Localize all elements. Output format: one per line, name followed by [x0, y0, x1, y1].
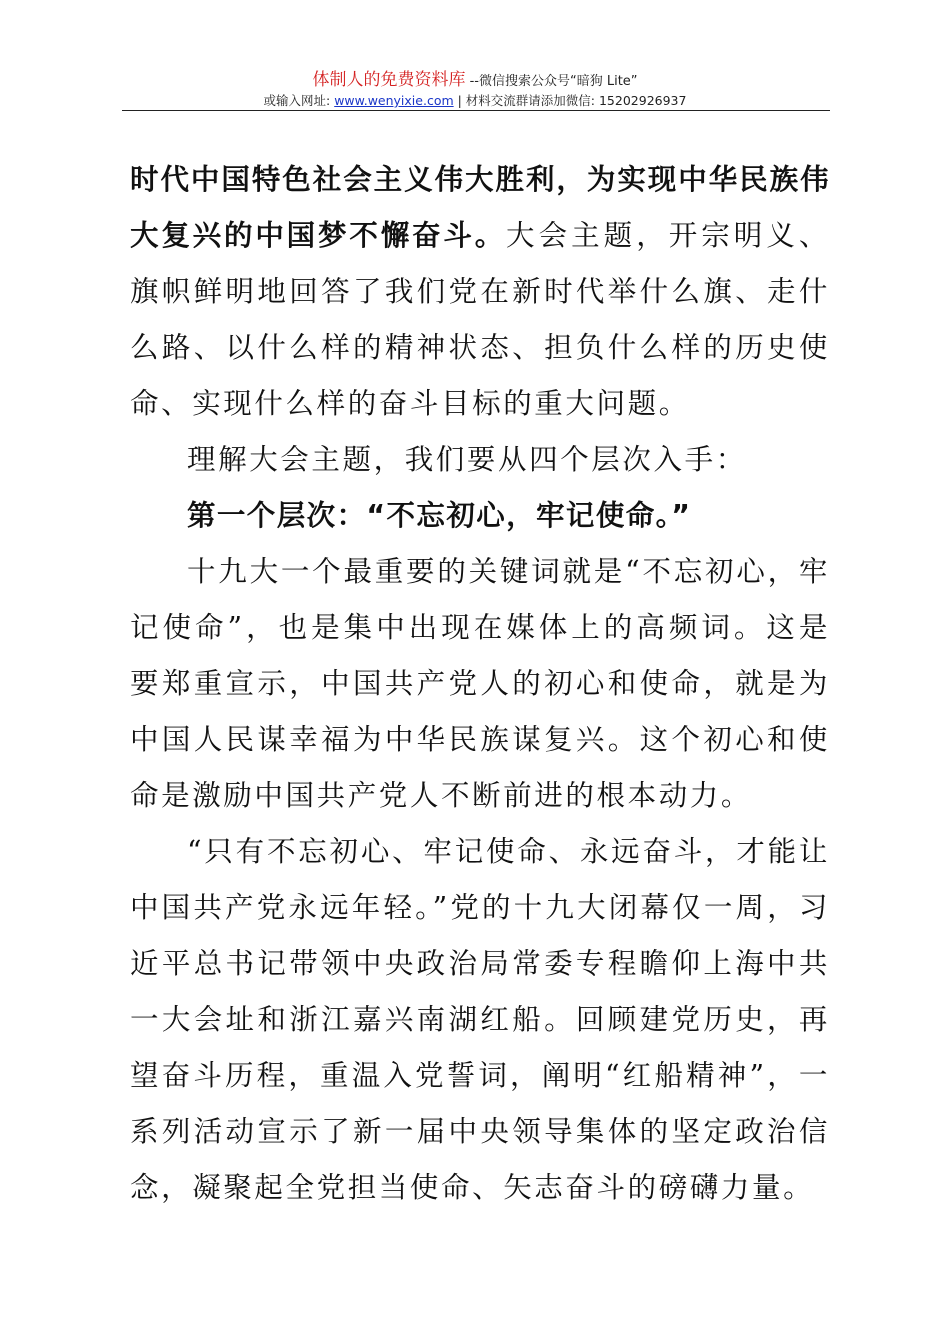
- paragraph-intro: 理解大会主题，我们要从四个层次入手：: [187, 443, 747, 476]
- document-body: [130, 152, 830, 1216]
- paragraph-keyword: 十九大一个最重要的关键词就是“不忘初心，牢记使命”，也是集中出现在媒体上的高频词。这是要郑重宣示，中国共产党人的初心和使命，就是为中国人民谋幸福为中华民族谋复兴。这个初心和使命是激励中国共产党人不断前进的根本动力。: [130, 555, 830, 812]
- header-contact-line: [0, 92, 950, 110]
- page-header: [0, 70, 950, 110]
- paragraph-theme: [130, 152, 830, 432]
- header-wechat-note: --微信搜索公众号“暗狗 Lite”: [465, 74, 638, 89]
- header-url-prefix: 或输入网址:: [263, 93, 335, 108]
- header-website-link[interactable]: www.wenyixie.com: [334, 93, 454, 108]
- header-contact-info: | 材料交流群请添加微信: 15202926937: [453, 93, 687, 108]
- paragraph-red-boat: “只有不忘初心、牢记使命、永远奋斗，才能让中国共产党永远年轻。”党的十九大闭幕仅一周，习近平总书记带领中央政治局常委专程瞻仰上海中共一大会址和浙江嘉兴南湖红船。回顾建党历史，再望奋斗历程，重温入党誓词，阐明“红船精神”，一系列活动宣示了新一届中央领导集体的坚定政治信念，凝聚起全党担当使命、矢志奋斗的磅礴力量。: [130, 835, 830, 1204]
- header-brand: 体制人的免费资料库: [312, 70, 466, 90]
- header-title-line: [0, 70, 950, 92]
- section-heading-first-level: 第一个层次：“不忘初心，牢记使命。”: [187, 499, 692, 532]
- header-divider: [122, 110, 830, 111]
- paragraph-theme-rest: 大会主题，开宗明义、旗帜鲜明地回答了我们党在新时代举什么旗、走什么路、以什么样的精神状态、担负什么样的历史使命、实现什么样的奋斗目标的重大问题。: [130, 219, 830, 420]
- paragraph-theme-bold: 时代中国特色社会主义伟大胜利，为实现中华民族伟大复兴的中国梦不懈奋斗。: [130, 163, 830, 252]
